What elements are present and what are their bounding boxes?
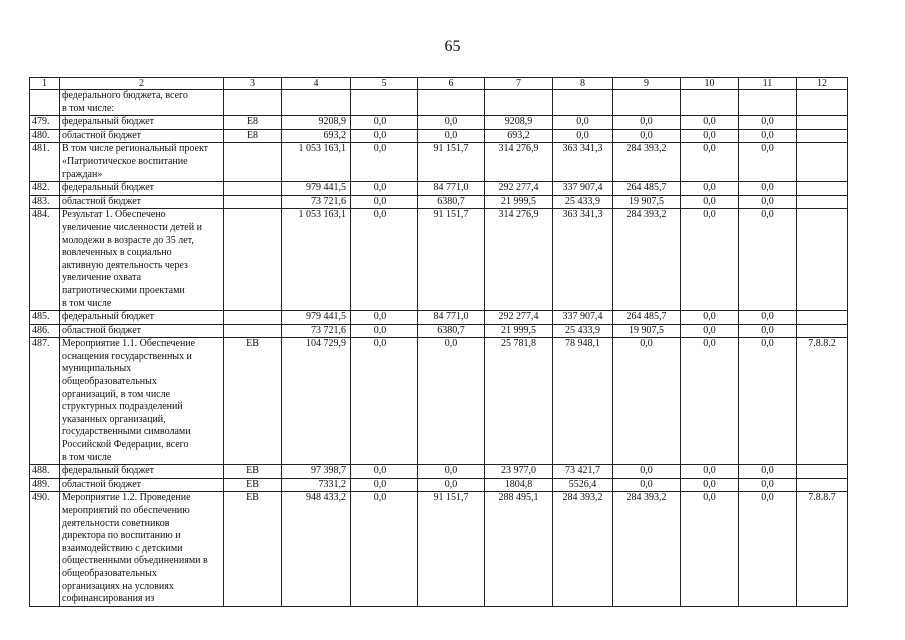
amount-cell: 0,0 bbox=[553, 129, 613, 143]
amount-cell: 0,0 bbox=[418, 338, 485, 465]
row-number-cell: 490. bbox=[30, 492, 60, 606]
column-header: 1 bbox=[30, 78, 60, 90]
column-header: 7 bbox=[485, 78, 553, 90]
reference-code-cell bbox=[797, 116, 848, 130]
row-number-cell: 485. bbox=[30, 311, 60, 325]
amount-cell: 264 485,7 bbox=[613, 311, 681, 325]
table-row bbox=[30, 492, 848, 606]
column-header: 8 bbox=[553, 78, 613, 90]
amount-cell: 284 393,2 bbox=[613, 143, 681, 182]
amount-total-cell bbox=[282, 90, 351, 116]
reference-code-cell bbox=[797, 209, 848, 311]
description-cell: федерального бюджета, всего в том числе: bbox=[60, 90, 224, 116]
description-cell: федеральный бюджет bbox=[60, 116, 224, 130]
column-header: 2 bbox=[60, 78, 224, 90]
amount-cell: 0,0 bbox=[739, 478, 797, 492]
amount-cell: 0,0 bbox=[681, 338, 739, 465]
amount-cell: 0,0 bbox=[681, 209, 739, 311]
table-header-row bbox=[30, 78, 848, 90]
code-cell bbox=[224, 324, 282, 338]
amount-cell: 84 771,0 bbox=[418, 182, 485, 196]
reference-code-cell bbox=[797, 90, 848, 116]
description-cell: Результат 1. Обеспечено увеличение численности детей и молодежи в возрасте до 35 лет, вовлеченных в социально активную деятельность через увеличение охвата патриотическими проектами в том числе bbox=[60, 209, 224, 311]
amount-cell: 264 485,7 bbox=[613, 182, 681, 196]
amount-cell bbox=[739, 90, 797, 116]
amount-cell: 78 948,1 bbox=[553, 338, 613, 465]
code-cell bbox=[224, 90, 282, 116]
reference-code-cell bbox=[797, 478, 848, 492]
amount-cell: 0,0 bbox=[681, 311, 739, 325]
amount-cell: 0,0 bbox=[739, 182, 797, 196]
amount-cell: 314 276,9 bbox=[485, 143, 553, 182]
amount-cell: 0,0 bbox=[681, 324, 739, 338]
amount-cell: 0,0 bbox=[613, 338, 681, 465]
amount-cell: 0,0 bbox=[351, 195, 418, 209]
amount-cell: 0,0 bbox=[418, 129, 485, 143]
amount-total-cell: 979 441,5 bbox=[282, 311, 351, 325]
description-cell: Мероприятие 1.1. Обеспечение оснащения государственных и муниципальных общеобразовательных организаций, в том числе структурных подразделений указанных организаций, государственными символами Российской Федерации, всего в том числе bbox=[60, 338, 224, 465]
amount-cell bbox=[681, 90, 739, 116]
amount-cell: 0,0 bbox=[351, 465, 418, 479]
amount-cell: 0,0 bbox=[739, 324, 797, 338]
amount-cell: 21 999,5 bbox=[485, 324, 553, 338]
amount-cell: 363 341,3 bbox=[553, 209, 613, 311]
amount-cell: 337 907,4 bbox=[553, 182, 613, 196]
amount-total-cell: 73 721,6 bbox=[282, 195, 351, 209]
budget-table bbox=[29, 77, 848, 607]
description-cell: федеральный бюджет bbox=[60, 311, 224, 325]
code-cell bbox=[224, 143, 282, 182]
reference-code-cell: 7.8.8.2 bbox=[797, 338, 848, 465]
code-cell: E8 bbox=[224, 129, 282, 143]
amount-total-cell: 73 721,6 bbox=[282, 324, 351, 338]
amount-cell bbox=[351, 90, 418, 116]
row-number-cell: 479. bbox=[30, 116, 60, 130]
table-row bbox=[30, 311, 848, 325]
amount-total-cell: 7331,2 bbox=[282, 478, 351, 492]
reference-code-cell bbox=[797, 143, 848, 182]
amount-cell: 1804,8 bbox=[485, 478, 553, 492]
amount-cell: 0,0 bbox=[351, 338, 418, 465]
row-number-cell: 482. bbox=[30, 182, 60, 196]
amount-total-cell: 9208,9 bbox=[282, 116, 351, 130]
reference-code-cell bbox=[797, 465, 848, 479]
amount-cell: 693,2 bbox=[485, 129, 553, 143]
row-number-cell bbox=[30, 90, 60, 116]
description-cell: В том числе региональный проект «Патриотическое воспитание граждан» bbox=[60, 143, 224, 182]
amount-cell: 0,0 bbox=[351, 324, 418, 338]
amount-cell: 9208,9 bbox=[485, 116, 553, 130]
amount-cell: 363 341,3 bbox=[553, 143, 613, 182]
table-row bbox=[30, 478, 848, 492]
reference-code-cell bbox=[797, 182, 848, 196]
amount-cell bbox=[418, 90, 485, 116]
column-header: 9 bbox=[613, 78, 681, 90]
row-number-cell: 483. bbox=[30, 195, 60, 209]
page-number: 65 bbox=[444, 38, 461, 55]
code-cell: E8 bbox=[224, 116, 282, 130]
amount-cell: 0,0 bbox=[613, 116, 681, 130]
amount-total-cell: 979 441,5 bbox=[282, 182, 351, 196]
code-cell: EB bbox=[224, 478, 282, 492]
amount-total-cell: 1 053 163,1 bbox=[282, 143, 351, 182]
row-number-cell: 486. bbox=[30, 324, 60, 338]
amount-cell: 0,0 bbox=[681, 492, 739, 606]
amount-cell: 91 151,7 bbox=[418, 143, 485, 182]
amount-cell: 284 393,2 bbox=[553, 492, 613, 606]
table-row bbox=[30, 465, 848, 479]
amount-cell: 284 393,2 bbox=[613, 209, 681, 311]
amount-cell: 19 907,5 bbox=[613, 195, 681, 209]
description-cell: областной бюджет bbox=[60, 478, 224, 492]
row-number-cell: 489. bbox=[30, 478, 60, 492]
amount-cell: 0,0 bbox=[739, 338, 797, 465]
code-cell bbox=[224, 182, 282, 196]
amount-cell: 84 771,0 bbox=[418, 311, 485, 325]
amount-cell: 0,0 bbox=[681, 478, 739, 492]
table-row bbox=[30, 90, 848, 116]
amount-cell: 21 999,5 bbox=[485, 195, 553, 209]
amount-cell bbox=[613, 90, 681, 116]
description-cell: Мероприятие 1.2. Проведение мероприятий по обеспечению деятельности советников директора по воспитанию и взаимодействию с детскими общественными объединениями в общеобразовательных организациях на условиях софинансирования из bbox=[60, 492, 224, 606]
amount-cell: 0,0 bbox=[351, 311, 418, 325]
row-number-cell: 487. bbox=[30, 338, 60, 465]
amount-cell: 25 781,8 bbox=[485, 338, 553, 465]
description-cell: областной бюджет bbox=[60, 324, 224, 338]
row-number-cell: 480. bbox=[30, 129, 60, 143]
amount-cell: 314 276,9 bbox=[485, 209, 553, 311]
table-row bbox=[30, 182, 848, 196]
description-cell: федеральный бюджет bbox=[60, 182, 224, 196]
description-cell: областной бюджет bbox=[60, 129, 224, 143]
amount-cell: 0,0 bbox=[739, 465, 797, 479]
amount-cell: 23 977,0 bbox=[485, 465, 553, 479]
amount-cell: 292 277,4 bbox=[485, 182, 553, 196]
amount-cell: 5526,4 bbox=[553, 478, 613, 492]
table-row bbox=[30, 338, 848, 465]
amount-cell: 0,0 bbox=[739, 195, 797, 209]
amount-cell: 0,0 bbox=[739, 129, 797, 143]
amount-cell: 0,0 bbox=[613, 478, 681, 492]
reference-code-cell bbox=[797, 311, 848, 325]
amount-cell bbox=[553, 90, 613, 116]
amount-cell: 0,0 bbox=[418, 478, 485, 492]
column-header: 11 bbox=[739, 78, 797, 90]
code-cell: EB bbox=[224, 465, 282, 479]
amount-cell: 0,0 bbox=[351, 492, 418, 606]
reference-code-cell bbox=[797, 195, 848, 209]
column-header: 12 bbox=[797, 78, 848, 90]
table-body bbox=[30, 78, 848, 607]
description-cell: федеральный бюджет bbox=[60, 465, 224, 479]
table-row bbox=[30, 209, 848, 311]
amount-cell: 0,0 bbox=[681, 143, 739, 182]
amount-cell: 6380,7 bbox=[418, 324, 485, 338]
amount-cell: 288 495,1 bbox=[485, 492, 553, 606]
amount-total-cell: 97 398,7 bbox=[282, 465, 351, 479]
amount-cell: 0,0 bbox=[351, 478, 418, 492]
amount-cell: 0,0 bbox=[418, 116, 485, 130]
amount-cell: 0,0 bbox=[351, 209, 418, 311]
column-header: 5 bbox=[351, 78, 418, 90]
description-cell: областной бюджет bbox=[60, 195, 224, 209]
amount-cell: 0,0 bbox=[613, 465, 681, 479]
amount-cell: 0,0 bbox=[681, 116, 739, 130]
amount-total-cell: 104 729,9 bbox=[282, 338, 351, 465]
amount-cell: 0,0 bbox=[553, 116, 613, 130]
amount-total-cell: 948 433,2 bbox=[282, 492, 351, 606]
amount-cell: 91 151,7 bbox=[418, 492, 485, 606]
amount-cell: 0,0 bbox=[613, 129, 681, 143]
amount-cell: 0,0 bbox=[739, 492, 797, 606]
table-row bbox=[30, 324, 848, 338]
amount-cell: 0,0 bbox=[351, 182, 418, 196]
code-cell: EB bbox=[224, 338, 282, 465]
amount-cell: 0,0 bbox=[681, 129, 739, 143]
row-number-cell: 484. bbox=[30, 209, 60, 311]
column-header: 10 bbox=[681, 78, 739, 90]
amount-total-cell: 1 053 163,1 bbox=[282, 209, 351, 311]
column-header: 3 bbox=[224, 78, 282, 90]
column-header: 4 bbox=[282, 78, 351, 90]
code-cell bbox=[224, 195, 282, 209]
amount-total-cell: 693,2 bbox=[282, 129, 351, 143]
amount-cell: 292 277,4 bbox=[485, 311, 553, 325]
code-cell bbox=[224, 209, 282, 311]
table-row bbox=[30, 116, 848, 130]
amount-cell: 0,0 bbox=[418, 465, 485, 479]
table-row bbox=[30, 129, 848, 143]
amount-cell: 0,0 bbox=[351, 129, 418, 143]
reference-code-cell bbox=[797, 129, 848, 143]
table-row bbox=[30, 143, 848, 182]
row-number-cell: 488. bbox=[30, 465, 60, 479]
amount-cell: 0,0 bbox=[739, 143, 797, 182]
amount-cell: 337 907,4 bbox=[553, 311, 613, 325]
code-cell: EB bbox=[224, 492, 282, 606]
amount-cell: 0,0 bbox=[681, 465, 739, 479]
amount-cell: 6380,7 bbox=[418, 195, 485, 209]
amount-cell: 91 151,7 bbox=[418, 209, 485, 311]
column-header: 6 bbox=[418, 78, 485, 90]
amount-cell: 0,0 bbox=[351, 143, 418, 182]
amount-cell: 25 433,9 bbox=[553, 195, 613, 209]
reference-code-cell: 7.8.8.7 bbox=[797, 492, 848, 606]
amount-cell: 0,0 bbox=[739, 209, 797, 311]
code-cell bbox=[224, 311, 282, 325]
reference-code-cell bbox=[797, 324, 848, 338]
amount-cell: 284 393,2 bbox=[613, 492, 681, 606]
amount-cell: 0,0 bbox=[351, 116, 418, 130]
amount-cell: 0,0 bbox=[681, 195, 739, 209]
row-number-cell: 481. bbox=[30, 143, 60, 182]
amount-cell: 25 433,9 bbox=[553, 324, 613, 338]
amount-cell bbox=[485, 90, 553, 116]
amount-cell: 19 907,5 bbox=[613, 324, 681, 338]
amount-cell: 0,0 bbox=[681, 182, 739, 196]
amount-cell: 0,0 bbox=[739, 116, 797, 130]
amount-cell: 73 421,7 bbox=[553, 465, 613, 479]
table-row bbox=[30, 195, 848, 209]
amount-cell: 0,0 bbox=[739, 311, 797, 325]
